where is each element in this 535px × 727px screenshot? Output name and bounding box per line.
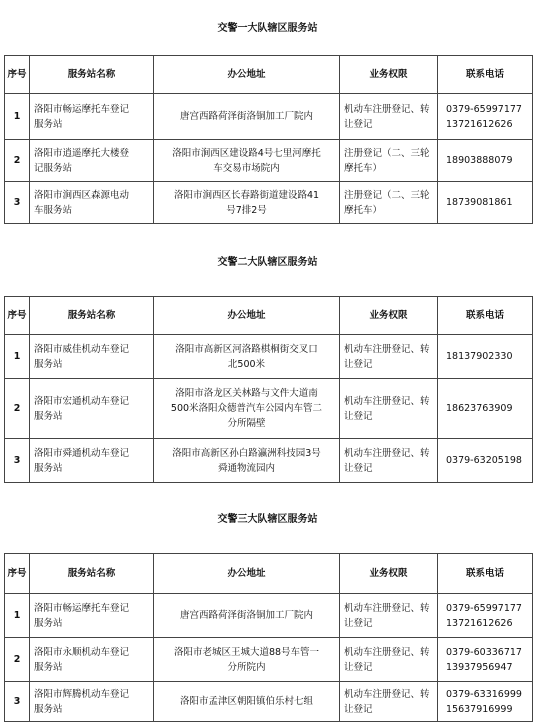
header-phone: 联系电话 <box>438 554 533 594</box>
cell-phone: 18623763909 <box>438 379 533 439</box>
cell-no: 2 <box>5 638 30 682</box>
cell-no: 1 <box>5 335 30 379</box>
cell-name: 洛阳市畅运摩托车登记 服务站 <box>30 94 154 140</box>
header-no: 序号 <box>5 56 30 94</box>
table-header-row <box>5 297 533 335</box>
section-title-1: 交警一大队辖区服务站 <box>217 23 318 34</box>
section-title-3: 交警三大队辖区服务站 <box>217 514 318 525</box>
table-row <box>5 335 533 379</box>
header-name: 服务站名称 <box>30 297 154 335</box>
header-address: 办公地址 <box>154 554 340 594</box>
cell-address: 洛阳市涧西区建设路4号七里河摩托 车交易市场院内 <box>154 140 340 182</box>
cell-no: 1 <box>5 594 30 638</box>
header-address: 办公地址 <box>154 56 340 94</box>
cell-phone: 0379-63316999 15637916999 <box>438 682 533 722</box>
cell-scope: 机动车注册登记、转 让登记 <box>340 439 438 483</box>
cell-address: 洛阳市洛龙区关林路与文件大道南 500米洛阳众德普汽车公园内车管二 分所隔壁 <box>154 379 340 439</box>
cell-name: 洛阳市辉腾机动车登记 服务站 <box>30 682 154 722</box>
header-address: 办公地址 <box>154 297 340 335</box>
service-table-1 <box>4 55 533 224</box>
cell-name: 洛阳市逍遥摩托大楼登 记服务站 <box>30 140 154 182</box>
header-phone: 联系电话 <box>438 297 533 335</box>
table-row <box>5 594 533 638</box>
cell-scope: 机动车注册登记、转 让登记 <box>340 94 438 140</box>
cell-address: 唐宫西路荷泽街洛铜加工厂院内 <box>154 94 340 140</box>
cell-address: 洛阳市高新区孙白路瀛洲科技园3号 舜通物流园内 <box>154 439 340 483</box>
cell-scope: 机动车注册登记、转 让登记 <box>340 682 438 722</box>
cell-phone: 18903888079 <box>438 140 533 182</box>
cell-name: 洛阳市宏通机动车登记 服务站 <box>30 379 154 439</box>
header-scope: 业务权限 <box>340 554 438 594</box>
table-row <box>5 94 533 140</box>
service-table-2 <box>4 296 533 483</box>
cell-no: 1 <box>5 94 30 140</box>
cell-address: 洛阳市高新区河洛路棋桐街交叉口 北500米 <box>154 335 340 379</box>
service-table-3 <box>4 553 533 722</box>
cell-address: 唐宫西路荷泽街洛铜加工厂院内 <box>154 594 340 638</box>
cell-scope: 注册登记（二、三轮 摩托车） <box>340 182 438 224</box>
cell-scope: 机动车注册登记、转 让登记 <box>340 335 438 379</box>
cell-scope: 注册登记（二、三轮 摩托车） <box>340 140 438 182</box>
cell-scope: 机动车注册登记、转 让登记 <box>340 638 438 682</box>
table-header-row <box>5 554 533 594</box>
cell-name: 洛阳市涧西区森源电动 车服务站 <box>30 182 154 224</box>
cell-no: 2 <box>5 140 30 182</box>
header-scope: 业务权限 <box>340 56 438 94</box>
cell-address: 洛阳市孟津区朝阳镇伯乐村七组 <box>154 682 340 722</box>
header-name: 服务站名称 <box>30 554 154 594</box>
header-no: 序号 <box>5 554 30 594</box>
cell-name: 洛阳市永顺机动车登记 服务站 <box>30 638 154 682</box>
cell-phone: 18137902330 <box>438 335 533 379</box>
table-header-row <box>5 56 533 94</box>
cell-no: 2 <box>5 379 30 439</box>
header-phone: 联系电话 <box>438 56 533 94</box>
table-row <box>5 682 533 722</box>
cell-phone: 0379-65997177 13721612626 <box>438 94 533 140</box>
table-row <box>5 439 533 483</box>
cell-address: 洛阳市老城区王城大道88号车管一 分所院内 <box>154 638 340 682</box>
header-scope: 业务权限 <box>340 297 438 335</box>
cell-scope: 机动车注册登记、转 让登记 <box>340 594 438 638</box>
cell-name: 洛阳市畅运摩托车登记 服务站 <box>30 594 154 638</box>
cell-phone: 0379-60336717 13937956947 <box>438 638 533 682</box>
table-row <box>5 379 533 439</box>
cell-no: 3 <box>5 439 30 483</box>
cell-name: 洛阳市舜通机动车登记 服务站 <box>30 439 154 483</box>
cell-phone: 18739081861 <box>438 182 533 224</box>
cell-name: 洛阳市威佳机动车登记 服务站 <box>30 335 154 379</box>
section-title-2: 交警二大队辖区服务站 <box>217 257 318 268</box>
table-row <box>5 638 533 682</box>
table-row <box>5 182 533 224</box>
table-row <box>5 140 533 182</box>
header-name: 服务站名称 <box>30 56 154 94</box>
cell-no: 3 <box>5 182 30 224</box>
cell-no: 3 <box>5 682 30 722</box>
cell-phone: 0379-63205198 <box>438 439 533 483</box>
header-no: 序号 <box>5 297 30 335</box>
cell-scope: 机动车注册登记、转 让登记 <box>340 379 438 439</box>
cell-address: 洛阳市涧西区长春路街道建设路41 号7排2号 <box>154 182 340 224</box>
cell-phone: 0379-65997177 13721612626 <box>438 594 533 638</box>
